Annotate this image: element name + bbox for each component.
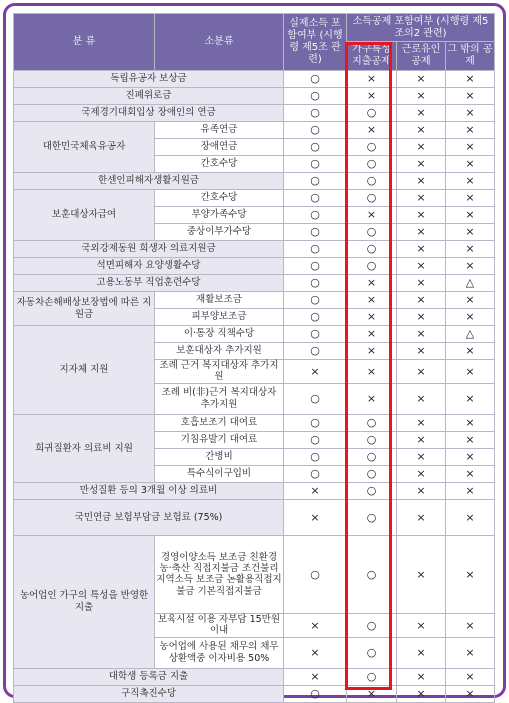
cell-other: × [446,343,495,360]
cell-work: × [397,535,446,613]
cell-other: × [446,668,495,685]
cell-category: 대한민국체육유공자 [14,122,155,173]
cell-subcategory: 기침유발기 대여료 [155,431,284,448]
cell-work: × [397,431,446,448]
cell-household: ○ [347,190,397,207]
cell-realincome: ○ [284,343,347,360]
cell-subcategory: 피부양보조금 [155,309,284,326]
cell-work: × [397,343,446,360]
cell-subcategory: 호흡보조기 대여료 [155,414,284,431]
cell-category: 고용노동부 직업훈련수당 [14,275,284,292]
cell-work: × [397,414,446,431]
cell-household: × [347,326,397,343]
cell-subcategory: 보훈대상자 추가지원 [155,343,284,360]
cell-household: ○ [347,224,397,241]
cell-household: ○ [347,482,397,499]
cell-household: × [347,71,397,88]
cell-realincome: ○ [284,258,347,275]
header-category: 분 류 [14,14,155,71]
cell-work: × [397,207,446,224]
cell-realincome: ○ [284,156,347,173]
cell-subcategory: 간호수당 [155,190,284,207]
cell-realincome: × [284,613,347,637]
cell-other: × [446,139,495,156]
cell-household: ○ [347,414,397,431]
cell-household: ○ [347,448,397,465]
cell-subcategory: 조례 비(非)근거 복지대상자 추가지원 [155,383,284,414]
cell-category: 지자체 지원 [14,326,155,415]
cell-realincome: ○ [284,414,347,431]
cell-subcategory: 재활보조금 [155,292,284,309]
header-deduction-group: 소득공제 포함여부 (시행령 제5조의2 관련) [347,14,495,42]
cell-household: × [347,275,397,292]
cell-other: × [446,88,495,105]
cell-work: × [397,465,446,482]
cell-subcategory: 중상이부가수당 [155,224,284,241]
cell-household: ○ [347,613,397,637]
cell-realincome: × [284,668,347,685]
cell-category: 석면피해자 요양생활수당 [14,258,284,275]
cell-category: 농어업인 가구의 특성을 반영한 지출 [14,535,155,668]
cell-work: × [397,173,446,190]
cell-work: × [397,190,446,207]
cell-other: × [446,190,495,207]
cell-household: ○ [347,465,397,482]
cell-household: ○ [347,535,397,613]
cell-subcategory: 농어업에 사용된 채무의 채무상환액중 이자비용 50% [155,637,284,668]
cell-work: × [397,309,446,326]
cell-household: × [347,88,397,105]
cell-category: 독립유공자 보상금 [14,71,284,88]
header-realincome: 실제소득 포함여부 (시행령 제5조 관련) [284,14,347,71]
cell-realincome: ○ [284,448,347,465]
cell-work: × [397,139,446,156]
cell-household: × [347,309,397,326]
cell-household: × [347,122,397,139]
cell-other: × [446,156,495,173]
cell-work: × [397,499,446,535]
cell-other: × [446,258,495,275]
cell-other: × [446,224,495,241]
cell-other: × [446,685,495,702]
cell-other: × [446,173,495,190]
cell-other: × [446,241,495,258]
cell-realincome: ○ [284,535,347,613]
cell-other: × [446,637,495,668]
cell-other: × [446,207,495,224]
header-work: 근로유인 공제 [397,42,446,71]
cell-realincome: ○ [284,292,347,309]
cell-subcategory: 간병비 [155,448,284,465]
header-household: 가구특성 지출공제 [347,42,397,71]
cell-household: × [347,383,397,414]
cell-other: × [446,613,495,637]
cell-other: △ [446,275,495,292]
cell-work: × [397,613,446,637]
cell-household: ○ [347,431,397,448]
cell-work: × [397,637,446,668]
cell-realincome: × [284,482,347,499]
cell-realincome: ○ [284,105,347,122]
cell-category: 대학생 등록금 지출 [14,668,284,685]
cell-realincome: ○ [284,207,347,224]
cell-other: × [446,122,495,139]
cell-work: × [397,275,446,292]
cell-other: × [446,414,495,431]
cell-work: × [397,105,446,122]
cell-household: ○ [347,668,397,685]
cell-household: ○ [347,241,397,258]
cell-realincome: ○ [284,431,347,448]
cell-other: × [446,292,495,309]
cell-work: × [397,88,446,105]
cell-category: 자동차손해배상보장법에 따른 지원금 [14,292,155,326]
cell-other: △ [446,326,495,343]
cell-category: 한센인피해자생활지원금 [14,173,284,190]
cell-household: ○ [347,105,397,122]
cell-other: × [446,71,495,88]
cell-category: 구직촉진수당 [14,685,284,702]
cell-work: × [397,258,446,275]
cell-work: × [397,383,446,414]
cell-category: 국외강제동원 희생자 의료지원금 [14,241,284,258]
cell-household: ○ [347,139,397,156]
cell-household: × [347,685,397,702]
cell-work: × [397,448,446,465]
deduction-table [13,13,495,703]
cell-subcategory: 이·통장 직책수당 [155,326,284,343]
cell-work: × [397,360,446,384]
cell-other: × [446,465,495,482]
cell-household: × [347,207,397,224]
header-other: 그 밖의 공제 [446,42,495,71]
cell-work: × [397,241,446,258]
cell-household: ○ [347,156,397,173]
cell-other: × [446,309,495,326]
cell-household: ○ [347,173,397,190]
cell-household: ○ [347,258,397,275]
cell-category: 만성질환 등의 3개월 이상 의료비 [14,482,284,499]
cell-other: × [446,105,495,122]
cell-realincome: ○ [284,383,347,414]
cell-work: × [397,224,446,241]
cell-category: 보훈대상자급여 [14,190,155,241]
cell-realincome: ○ [284,275,347,292]
cell-subcategory: 보육시설 이용 자부담 15만원 이내 [155,613,284,637]
cell-other: × [446,482,495,499]
cell-realincome: × [284,360,347,384]
cell-realincome: ○ [284,71,347,88]
cell-category: 희귀질환자 의료비 지원 [14,414,155,482]
cell-realincome: × [284,637,347,668]
cell-work: × [397,122,446,139]
cell-household: ○ [347,637,397,668]
cell-subcategory: 장애연금 [155,139,284,156]
cell-work: × [397,156,446,173]
cell-subcategory: 조례 근거 복지대상자 추가지원 [155,360,284,384]
cell-work: × [397,482,446,499]
cell-other: × [446,360,495,384]
cell-realincome: ○ [284,224,347,241]
cell-other: × [446,499,495,535]
cell-household: × [347,343,397,360]
cell-realincome: ○ [284,465,347,482]
cell-category: 국제경기대회입상 장애인의 연금 [14,105,284,122]
cell-realincome: ○ [284,190,347,207]
cell-realincome: ○ [284,309,347,326]
cell-realincome: ○ [284,685,347,702]
cell-work: × [397,326,446,343]
cell-work: × [397,292,446,309]
cell-household: × [347,292,397,309]
cell-realincome: ○ [284,139,347,156]
cell-category: 진폐위로금 [14,88,284,105]
cell-realincome: ○ [284,122,347,139]
cell-other: × [446,535,495,613]
cell-work: × [397,71,446,88]
cell-household: × [347,360,397,384]
cell-subcategory: 특수식이구입비 [155,465,284,482]
cell-other: × [446,448,495,465]
cell-realincome: ○ [284,88,347,105]
cell-subcategory: 유족연금 [155,122,284,139]
cell-work: × [397,685,446,702]
cell-subcategory: 경영이양소득 보조금 친환경 농·축산 직접지불금 조건불리지역소득 보조금 논활용직접지불금 기본직접지불금 [155,535,284,613]
cell-household: ○ [347,499,397,535]
cell-realincome: × [284,499,347,535]
cell-other: × [446,431,495,448]
cell-subcategory: 간호수당 [155,156,284,173]
cell-realincome: ○ [284,173,347,190]
header-subcategory: 소분류 [155,14,284,71]
cell-subcategory: 부양가족수당 [155,207,284,224]
cell-realincome: ○ [284,326,347,343]
cell-work: × [397,668,446,685]
cell-other: × [446,383,495,414]
cell-realincome: ○ [284,241,347,258]
cell-category: 국민연금 보험부담금 보험료 (75%) [14,499,284,535]
